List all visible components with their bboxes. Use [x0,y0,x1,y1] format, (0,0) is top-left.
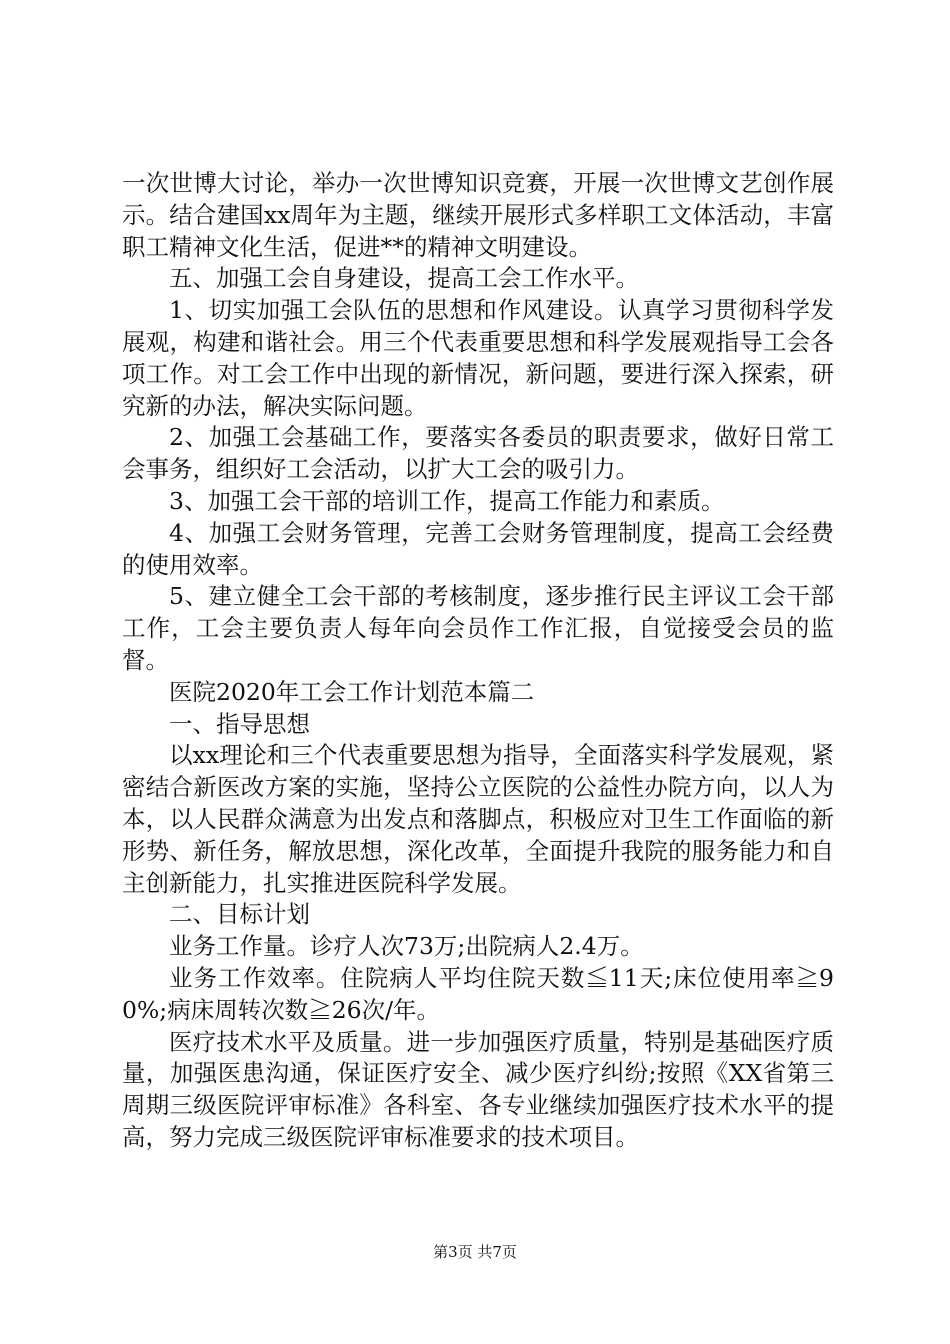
section-heading-guiding: 一、指导思想 [169,709,310,738]
document-body [122,168,834,1154]
paragraph-item-1: 1、切实加强工会队伍的思想和作风建设。认真学习贯彻科学发展观，构建和谐社会。用三个代表重要思想和科学发展观指导工会各项工作。对工会工作中出现的新情况，新问题，要进行深入探索，研究新的办法，解决实际问题。 [122,296,834,420]
section-heading-goals: 二、目标计划 [169,900,310,929]
paragraph-efficiency: 业务工作效率。住院病人平均住院天数≦11天;床位使用率≧90%;病床周转次数≧26次/年。 [122,963,834,1024]
paragraph-item-2: 2、加强工会基础工作，要落实各委员的职责要求，做好日常工会事务，组织好工会活动，以扩大工会的吸引力。 [122,423,834,484]
page-number: 第3页 共7页 [433,1243,517,1261]
section-heading-5: 五、加强工会自身建设，提高工会工作水平。 [169,264,639,293]
paragraph-1: 一次世博大讨论，举办一次世博知识竞赛，开展一次世博文艺创作展示。结合建国xx周年为主题，继续开展形式多样职工文体活动，丰富职工精神文化生活，促进**的精神文明建设。 [122,169,834,261]
paragraph-item-4: 4、加强工会财务管理，完善工会财务管理制度，提高工会经费的使用效率。 [122,518,834,579]
paragraph-quality: 医疗技术水平及质量。进一步加强医疗质量，特别是基础医疗质量，加强医患沟通，保证医疗安全、减少医疗纠纷;按照《XX省第三周期三级医院评审标准》各科室、各专业继续加强医疗技术水平的提高，努力完成三级医院评审标准要求的技术项目。 [122,1027,834,1151]
paragraph-workload: 业务工作量。诊疗人次73万;出院病人2.4万。 [169,932,644,961]
paragraph-item-5: 5、建立健全工会干部的考核制度，逐步推行民主评议工会干部工作，工会主要负责人每年向会员作工作汇报，自觉接受会员的监督。 [122,582,834,674]
page-footer [0,1242,950,1262]
paragraph-item-3: 3、加强工会干部的培训工作，提高工作能力和素质。 [169,486,725,515]
paragraph-guiding: 以xx理论和三个代表重要思想为指导，全面落实科学发展观，紧密结合新医改方案的实施，坚持公立医院的公益性办院方向，以人为本，以人民群众满意为出发点和落脚点，积极应对卫生工作面临的新形势、新任务，解放思想，深化改革，全面提升我院的服务能力和自主创新能力，扎实推进医院科学发展。 [122,741,834,897]
article-title-2: 医院2020年工会工作计划范本篇二 [169,677,535,706]
